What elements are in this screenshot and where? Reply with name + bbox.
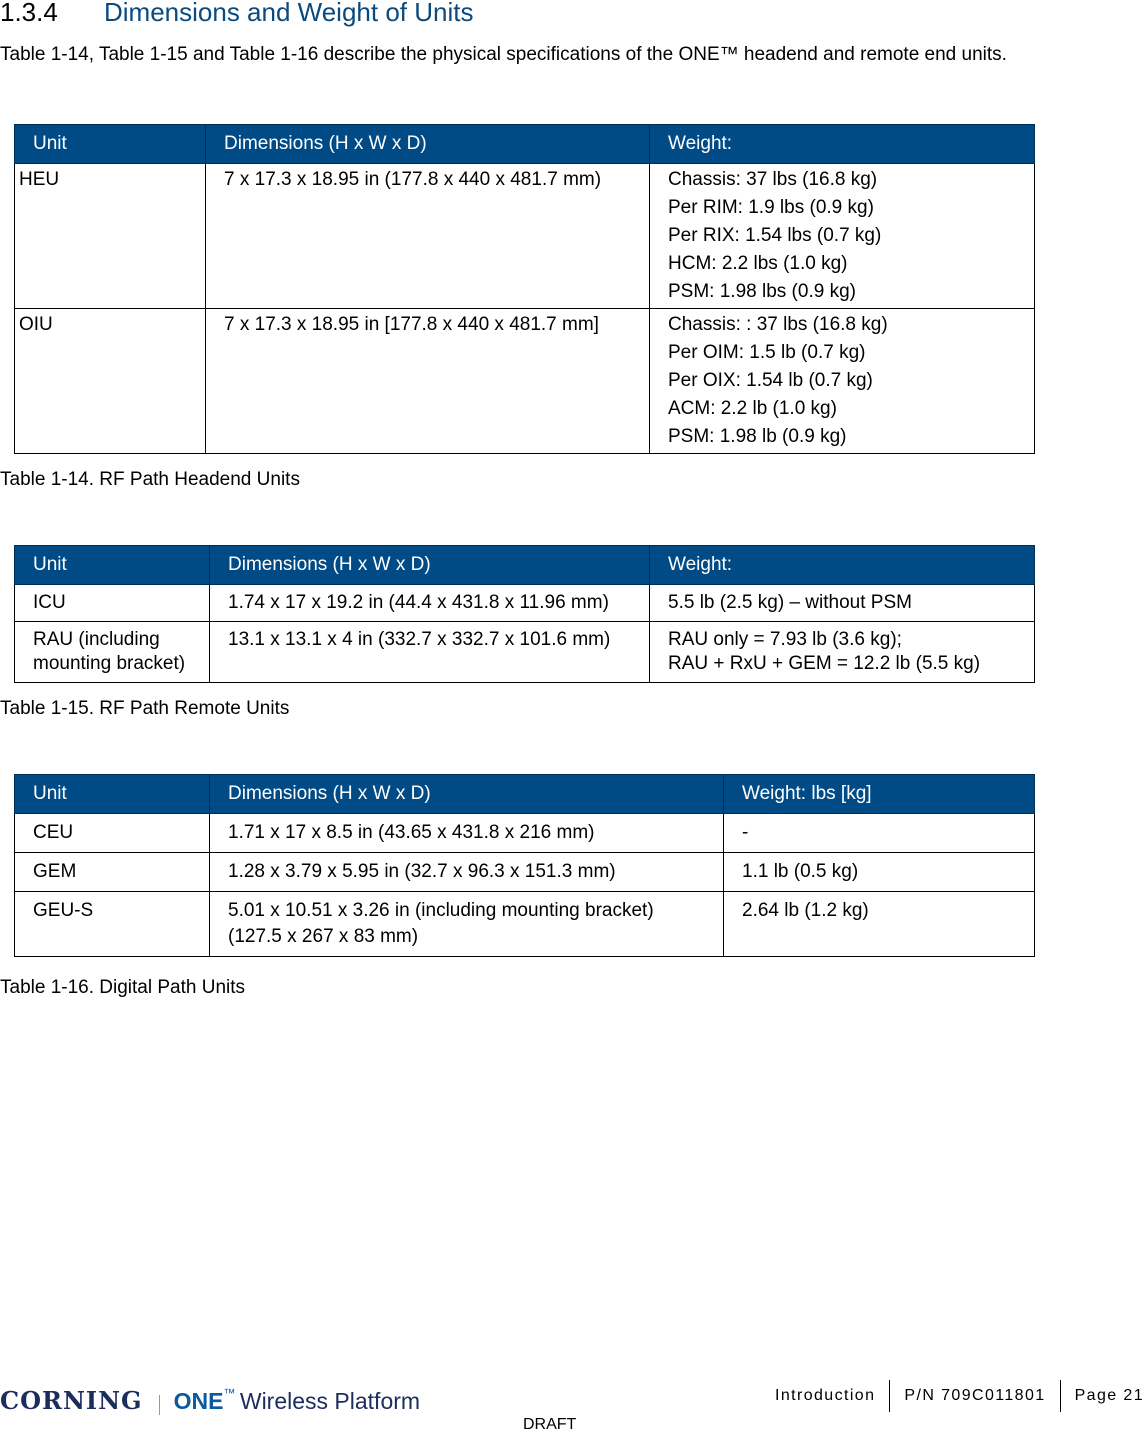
weight-text: RAU + RxU + GEM = 12.2 lb (5.5 kg) [668, 653, 981, 674]
table-rf-path-remote-units [14, 545, 1035, 683]
weight-text: PSM: 1.98 lbs (0.9 kg) [668, 281, 856, 302]
weight-text: Per RIX: 1.54 lbs (0.7 kg) [668, 225, 882, 246]
weight-text: Per OIM: 1.5 lb (0.7 kg) [668, 342, 866, 363]
weight-text: HCM: 2.2 lbs (1.0 kg) [668, 253, 848, 274]
cell-unit [15, 814, 210, 853]
footer-info [761, 1380, 1144, 1412]
column-header: Dimensions (H x W x D) [206, 125, 650, 164]
draft-watermark: DRAFT [523, 1416, 577, 1433]
table-row [15, 892, 1035, 957]
weight-text: 2.64 lb (1.2 kg) [742, 900, 869, 921]
table-header-row [15, 546, 1035, 585]
unit-text: GEM [33, 861, 77, 882]
column-header: Dimensions (H x W x D) [210, 775, 724, 814]
one-wordmark: ONE [173, 1388, 224, 1414]
weight-text: RAU only = 7.93 lb (3.6 kg); [668, 629, 902, 650]
cell-unit [15, 622, 210, 683]
table-row [15, 309, 1035, 454]
weight-text: Per OIX: 1.54 lb (0.7 kg) [668, 370, 873, 391]
footer-page-number: Page 21 [1060, 1380, 1144, 1412]
cell-dimensions [210, 585, 650, 622]
dimensions-text: 7 x 17.3 x 18.95 in [177.8 x 440 x 481.7 mm] [224, 314, 599, 335]
dimensions-text: (127.5 x 267 x 83 mm) [228, 926, 419, 947]
footer-section: Introduction [774, 1387, 876, 1404]
corning-one-logo [0, 1386, 420, 1416]
logo-divider [159, 1395, 160, 1415]
cell-dimensions [210, 814, 724, 853]
cell-weight [650, 309, 1035, 454]
table-header-row [15, 125, 1035, 164]
corning-wordmark: CORNING [0, 1386, 143, 1415]
table-caption: Table 1-15. RF Path Remote Units [0, 698, 290, 719]
unit-text: RAU (including [33, 629, 160, 650]
weight-text: - [742, 822, 749, 843]
column-header: Unit [15, 125, 206, 164]
weight-text: Chassis: 37 lbs (16.8 kg) [668, 169, 878, 190]
cell-unit [15, 585, 210, 622]
unit-text: CEU [33, 822, 74, 843]
table-caption: Table 1-16. Digital Path Units [0, 977, 246, 998]
cell-unit [15, 853, 210, 892]
dimensions-text: 7 x 17.3 x 18.95 in (177.8 x 440 x 481.7 mm) [224, 169, 602, 190]
cell-unit [15, 309, 206, 454]
unit-text: GEU-S [33, 900, 94, 921]
unit-text: OIU [19, 314, 53, 335]
table-row [15, 814, 1035, 853]
cell-weight [724, 892, 1035, 957]
cell-weight [650, 585, 1035, 622]
section-title: Dimensions and Weight of Units [104, 0, 474, 27]
cell-weight [650, 622, 1035, 683]
dimensions-text: 5.01 x 10.51 x 3.26 in (including mounting bracket) [228, 900, 654, 921]
weight-text: 5.5 lb (2.5 kg) – without PSM [668, 592, 912, 613]
weight-text: PSM: 1.98 lb (0.9 kg) [668, 426, 847, 447]
table-rf-path-headend-units [14, 124, 1035, 454]
cell-weight [724, 853, 1035, 892]
dimensions-text: 13.1 x 13.1 x 4 in (332.7 x 332.7 x 101.6 mm) [228, 629, 611, 650]
column-header: Unit [15, 775, 210, 814]
table-caption: Table 1-14. RF Path Headend Units [0, 469, 300, 490]
dimensions-text: 1.74 x 17 x 19.2 in (44.4 x 431.8 x 11.96 mm) [228, 592, 609, 613]
table-row [15, 164, 1035, 309]
table-row [15, 853, 1035, 892]
table-row [15, 622, 1035, 683]
dimensions-text: 1.28 x 3.79 x 5.95 in (32.7 x 96.3 x 151.3 mm) [228, 861, 616, 882]
table-header-row [15, 775, 1035, 814]
weight-text: Per RIM: 1.9 lbs (0.9 kg) [668, 197, 874, 218]
dimensions-text: 1.71 x 17 x 8.5 in (43.65 x 431.8 x 216 mm) [228, 822, 595, 843]
cell-unit [15, 164, 206, 309]
column-header: Unit [15, 546, 210, 585]
footer-part-number: P/N 709C011801 [889, 1380, 1059, 1412]
unit-text: ICU [33, 592, 66, 613]
cell-weight [724, 814, 1035, 853]
column-header: Weight: [650, 125, 1035, 164]
platform-wordmark: Wireless Platform [239, 1388, 421, 1414]
unit-text: mounting bracket) [33, 653, 186, 674]
cell-dimensions [206, 164, 650, 309]
cell-dimensions [206, 309, 650, 454]
column-header: Weight: [650, 546, 1035, 585]
table-row [15, 585, 1035, 622]
cell-dimensions [210, 853, 724, 892]
section-heading [0, 0, 473, 28]
cell-weight [650, 164, 1035, 309]
cell-dimensions [210, 892, 724, 957]
table-digital-path-units [14, 774, 1035, 957]
weight-text: 1.1 lb (0.5 kg) [742, 861, 859, 882]
trademark-mark: ™ [223, 1386, 236, 1400]
weight-text: Chassis: : 37 lbs (16.8 kg) [668, 314, 888, 335]
column-header: Weight: lbs [kg] [724, 775, 1035, 814]
cell-unit [15, 892, 210, 957]
unit-text: HEU [19, 169, 60, 190]
weight-text: ACM: 2.2 lb (1.0 kg) [668, 398, 837, 419]
intro-paragraph: Table 1-14, Table 1-15 and Table 1-16 describe the physical specifications of the ONE™ headend and remote end units. [0, 44, 1007, 65]
section-number: 1.3.4 [0, 0, 58, 27]
cell-dimensions [210, 622, 650, 683]
column-header: Dimensions (H x W x D) [210, 546, 650, 585]
